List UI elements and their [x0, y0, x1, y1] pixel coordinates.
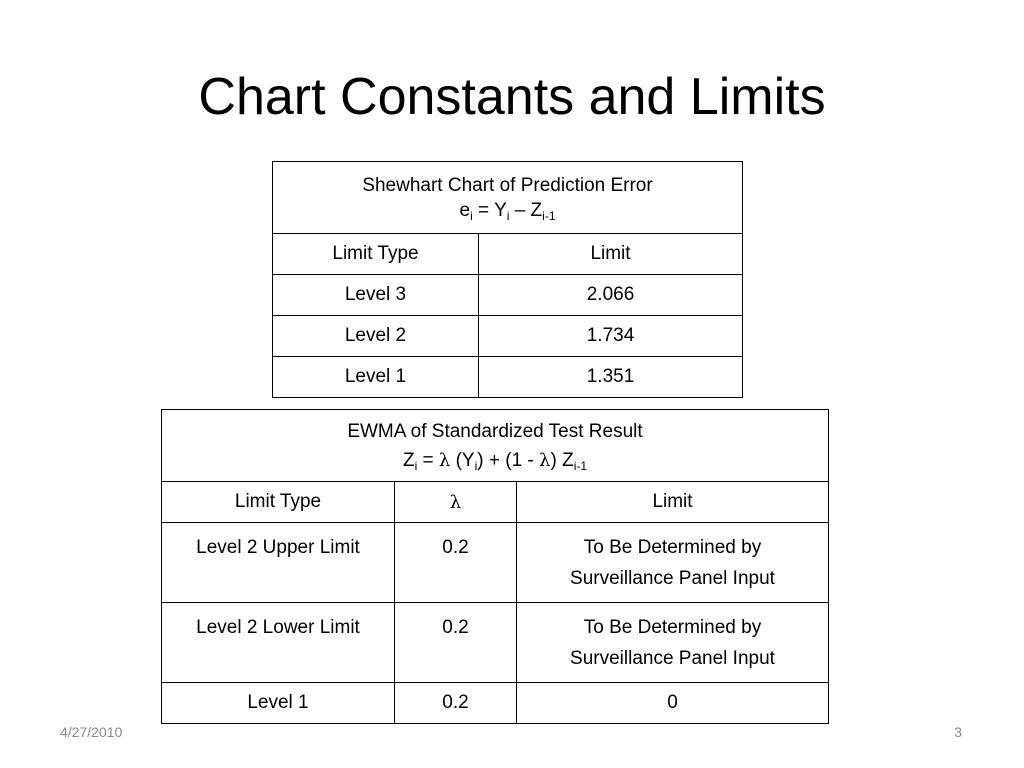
ewma-formula: $Z_i = \lambda$ $(Y_i) + (1 - \lambda)$ $Z_{i-1}$ — [402, 449, 588, 473]
shewhart-formula: $e_i = Y_i - Z_{i-1}$ — [459, 199, 556, 223]
ewma-table — [161, 409, 829, 724]
limit-type-cell: Level 1 — [162, 683, 395, 724]
shewhart-table — [272, 161, 743, 398]
lambda-cell: 0.2 — [395, 603, 517, 683]
table-row — [162, 683, 829, 724]
limit-type-cell: Level 1 — [273, 357, 479, 398]
limit-cell: To Be Determined by Surveillance Panel Input — [517, 603, 829, 683]
column-header: Limit — [479, 234, 743, 275]
ewma-caption: EWMA of Standardized Test Result — [347, 420, 643, 442]
limit-cell: 0 — [517, 683, 829, 724]
shewhart-table-caption-cell — [273, 162, 743, 234]
shewhart-header-row — [273, 234, 743, 275]
limit-type-cell: Level 2 — [273, 316, 479, 357]
lambda-cell: 0.2 — [395, 683, 517, 724]
limit-cell: To Be Determined by Surveillance Panel Input — [517, 523, 829, 603]
ewma-header-row — [162, 482, 829, 523]
limit-type-cell: Level 2 Lower Limit — [162, 603, 395, 683]
footer-date: 4/27/2010 — [60, 724, 123, 740]
slide-title: Chart Constants and Limits — [198, 68, 826, 126]
table-row — [273, 357, 743, 398]
slide-number: 3 — [954, 724, 962, 740]
column-header: Limit Type — [162, 482, 395, 523]
column-header: Limit Type — [273, 234, 479, 275]
limit-type-cell: Level 3 — [273, 275, 479, 316]
lambda-cell: 0.2 — [395, 523, 517, 603]
limit-type-cell: Level 2 Upper Limit — [162, 523, 395, 603]
limit-cell: 1.351 — [479, 357, 743, 398]
ewma-table-caption-cell — [162, 410, 829, 482]
table-row — [162, 603, 829, 683]
limit-cell: 2.066 — [479, 275, 743, 316]
table-row — [273, 275, 743, 316]
column-header: λ — [395, 482, 517, 523]
table-row — [273, 316, 743, 357]
limit-cell: 1.734 — [479, 316, 743, 357]
column-header: Limit — [517, 482, 829, 523]
table-row — [162, 523, 829, 603]
shewhart-caption: Shewhart Chart of Prediction Error — [362, 174, 653, 196]
